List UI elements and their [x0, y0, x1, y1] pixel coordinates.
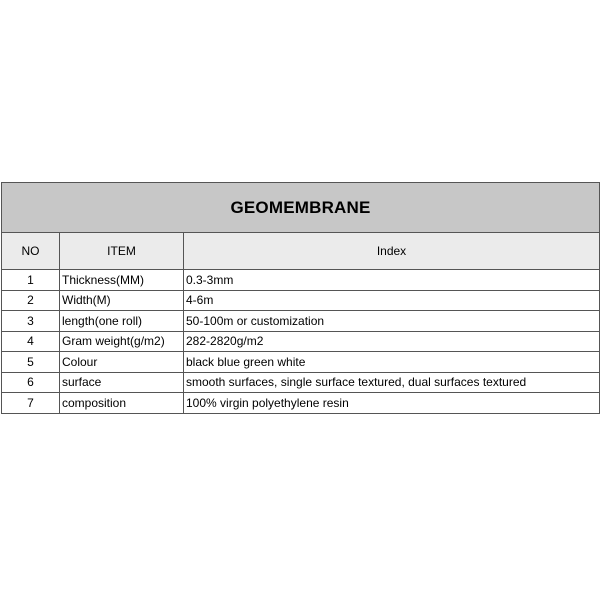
cell-no: 1	[2, 270, 60, 291]
cell-no: 7	[2, 393, 60, 414]
cell-index: 50-100m or customization	[184, 311, 600, 332]
cell-index: 100% virgin polyethylene resin	[184, 393, 600, 414]
table-row	[2, 311, 600, 332]
cell-no: 2	[2, 290, 60, 311]
table-header-row	[2, 233, 600, 270]
cell-index: 4-6m	[184, 290, 600, 311]
table-row	[2, 270, 600, 291]
cell-no: 3	[2, 311, 60, 332]
cell-no: 5	[2, 352, 60, 373]
table-row	[2, 393, 600, 414]
cell-item: composition	[60, 393, 184, 414]
cell-item: surface	[60, 372, 184, 393]
table-title: GEOMEMBRANE	[2, 183, 600, 233]
table-row	[2, 290, 600, 311]
table-row	[2, 331, 600, 352]
table-title-row	[2, 183, 600, 233]
header-index: Index	[184, 233, 600, 270]
cell-no: 6	[2, 372, 60, 393]
table-row	[2, 372, 600, 393]
cell-index: black blue green white	[184, 352, 600, 373]
header-item: ITEM	[60, 233, 184, 270]
cell-index: 282-2820g/m2	[184, 331, 600, 352]
cell-item: Thickness(MM)	[60, 270, 184, 291]
table-row	[2, 352, 600, 373]
header-no: NO	[2, 233, 60, 270]
cell-item: Colour	[60, 352, 184, 373]
cell-no: 4	[2, 331, 60, 352]
cell-item: length(one roll)	[60, 311, 184, 332]
cell-index: smooth surfaces, single surface textured, dual surfaces textured	[184, 372, 600, 393]
cell-item: Width(M)	[60, 290, 184, 311]
cell-item: Gram weight(g/m2)	[60, 331, 184, 352]
geomembrane-spec-table	[1, 182, 600, 414]
cell-index: 0.3-3mm	[184, 270, 600, 291]
